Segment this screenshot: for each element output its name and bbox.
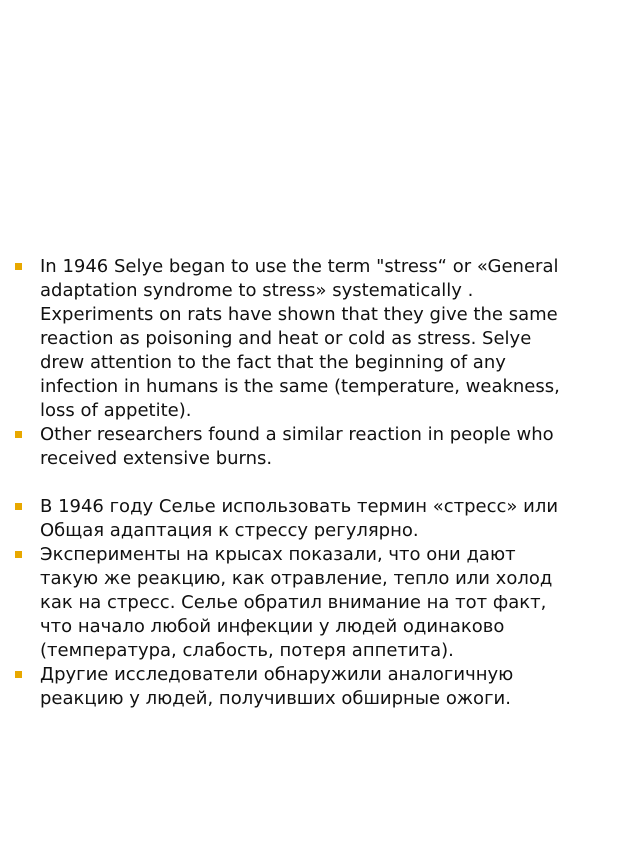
square-bullet-icon: [15, 503, 22, 510]
bullet-list-english: [0, 255, 640, 471]
bullet-text: Эксперименты на крысах показали, что они дают такую же реакцию, как отравление, тепло или холод как на стресс. Селье обратил внимание на тот факт, что начало любой инфекции у людей одинаково (температура, слабость, потеря аппетита).: [40, 544, 553, 661]
bullet-text: Other researchers found a similar reaction in people who received extensive burns.: [40, 424, 554, 469]
square-bullet-icon: [15, 431, 22, 438]
bullet-text: В 1946 году Селье использовать термин «стресс» или Общая адаптация к стрессу регулярно.: [40, 496, 559, 541]
bullet-list-russian: [0, 495, 640, 711]
bullet-text: In 1946 Selye began to use the term "stress“ or «General adaptation syndrome to stress» systematically . Experiments on rats have shown that they give the same reaction as poisoning and heat or cold as stress. Selye drew attention to the fact that the beginning of any infection in humans is the same (temperature, weakness, loss of appetite).: [40, 256, 560, 421]
blank-line: [0, 471, 640, 495]
bullet-item: [0, 663, 640, 711]
square-bullet-icon: [15, 263, 22, 270]
square-bullet-icon: [15, 551, 22, 558]
bullet-item: [0, 495, 640, 543]
slide-content: [0, 255, 640, 711]
bullet-item: [0, 543, 640, 663]
bullet-text: Другие исследователи обнаружили аналогичную реакцию у людей, получивших обширные ожоги.: [40, 664, 514, 709]
bullet-item: [0, 423, 640, 471]
bullet-item: [0, 255, 640, 423]
square-bullet-icon: [15, 671, 22, 678]
